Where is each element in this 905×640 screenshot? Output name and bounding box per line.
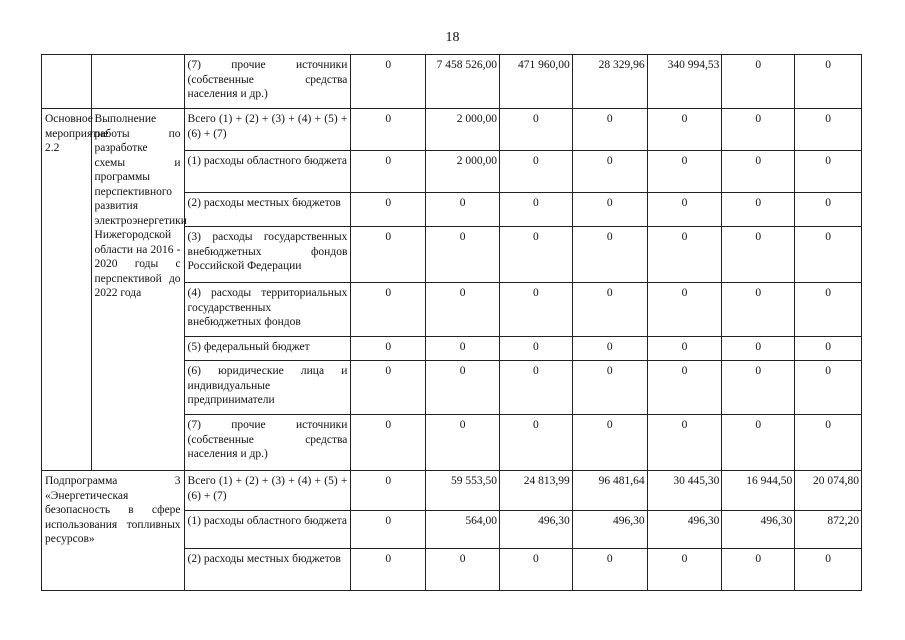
value-cell: 0 — [722, 55, 795, 109]
value-cell: 0 — [426, 549, 500, 591]
value-cell: 0 — [426, 415, 500, 471]
value-cell: 0 — [499, 283, 572, 337]
table-row — [42, 55, 862, 109]
value-cell: 30 445,30 — [647, 471, 722, 511]
value-cell: 0 — [499, 109, 572, 151]
value-cell: 0 — [572, 227, 647, 283]
value-cell: 496,30 — [647, 511, 722, 549]
value-cell: 28 329,96 — [572, 55, 647, 109]
value-cell: 0 — [426, 361, 500, 415]
value-cell: 0 — [351, 109, 426, 151]
value-cell: 0 — [499, 361, 572, 415]
value-cell: 7 458 526,00 — [426, 55, 500, 109]
row-label: (2) расходы местных бюджетов — [184, 193, 351, 227]
value-cell: 0 — [795, 549, 862, 591]
value-cell: 0 — [795, 227, 862, 283]
subprogram-title: Подпрограмма 3 «Энергетическая безопасность в сфере использования топливных ресурсов» — [42, 471, 185, 591]
value-cell: 0 — [647, 151, 722, 193]
value-cell: 0 — [647, 415, 722, 471]
row-label: (5) федеральный бюджет — [184, 337, 351, 361]
value-cell: 0 — [647, 361, 722, 415]
row-label: (1) расходы областного бюджета — [184, 511, 351, 549]
table-row — [42, 109, 862, 151]
value-cell: 0 — [795, 415, 862, 471]
row-label: Всего (1) + (2) + (3) + (4) + (5) + (6) + (7) — [184, 109, 351, 151]
value-cell: 0 — [795, 283, 862, 337]
value-cell: 2 000,00 — [426, 151, 500, 193]
row-label: (1) расходы областного бюджета — [184, 151, 351, 193]
value-cell: 0 — [351, 193, 426, 227]
value-cell: 496,30 — [572, 511, 647, 549]
value-cell: 0 — [572, 193, 647, 227]
value-cell: 0 — [722, 193, 795, 227]
value-cell: 0 — [647, 549, 722, 591]
value-cell: 0 — [499, 151, 572, 193]
row-label: (6) юридические лица и индивидуальные предприниматели — [184, 361, 351, 415]
value-cell: 96 481,64 — [572, 471, 647, 511]
value-cell: 0 — [722, 109, 795, 151]
page-number: 18 — [445, 30, 460, 45]
value-cell: 0 — [647, 227, 722, 283]
value-cell: 0 — [572, 361, 647, 415]
value-cell: 0 — [722, 337, 795, 361]
value-cell: 0 — [351, 283, 426, 337]
value-cell: 496,30 — [499, 511, 572, 549]
value-cell: 340 994,53 — [647, 55, 722, 109]
value-cell: 0 — [647, 337, 722, 361]
value-cell: 0 — [351, 361, 426, 415]
value-cell: 872,20 — [795, 511, 862, 549]
value-cell: 0 — [351, 415, 426, 471]
value-cell: 2 000,00 — [426, 109, 500, 151]
value-cell: 0 — [499, 415, 572, 471]
value-cell: 0 — [722, 151, 795, 193]
value-cell: 0 — [722, 361, 795, 415]
value-cell: 0 — [351, 227, 426, 283]
funding-table — [41, 54, 862, 591]
value-cell: 0 — [722, 415, 795, 471]
value-cell: 0 — [795, 55, 862, 109]
value-cell: 0 — [795, 193, 862, 227]
value-cell: 0 — [572, 415, 647, 471]
value-cell: 0 — [426, 337, 500, 361]
value-cell: 0 — [351, 511, 426, 549]
value-cell: 0 — [351, 549, 426, 591]
value-cell: 0 — [795, 151, 862, 193]
value-cell: 0 — [499, 549, 572, 591]
value-cell: 0 — [426, 193, 500, 227]
activity-code: Основное мероприятие 2.2 — [42, 109, 92, 471]
value-cell: 0 — [351, 55, 426, 109]
table-row — [42, 471, 862, 511]
value-cell: 0 — [351, 151, 426, 193]
value-cell: 0 — [722, 227, 795, 283]
row-label: (4) расходы территориальных государственных внебюджетных фондов — [184, 283, 351, 337]
value-cell: 0 — [795, 109, 862, 151]
value-cell: 0 — [351, 471, 426, 511]
empty-cell — [91, 55, 184, 109]
value-cell: 24 813,99 — [499, 471, 572, 511]
value-cell: 0 — [572, 283, 647, 337]
value-cell: 0 — [572, 337, 647, 361]
value-cell: 0 — [426, 283, 500, 337]
row-label: (3) расходы государственных внебюджетных фондов Российской Федерации — [184, 227, 351, 283]
value-cell: 20 074,80 — [795, 471, 862, 511]
empty-cell — [42, 55, 92, 109]
value-cell: 564,00 — [426, 511, 500, 549]
value-cell: 471 960,00 — [499, 55, 572, 109]
value-cell: 0 — [572, 151, 647, 193]
value-cell: 0 — [572, 109, 647, 151]
value-cell: 0 — [795, 361, 862, 415]
value-cell: 59 553,50 — [426, 471, 500, 511]
value-cell: 0 — [499, 337, 572, 361]
activity-description: Выполнение работы по разработке схемы и программы перспективного развития электроэнергетики Нижегородской области на 2016 - 2020 годы с перспективой до 2022 года — [91, 109, 184, 471]
value-cell: 0 — [647, 283, 722, 337]
value-cell: 0 — [647, 109, 722, 151]
value-cell: 0 — [499, 193, 572, 227]
row-label: (2) расходы местных бюджетов — [184, 549, 351, 591]
row-label: (7) прочие источники (собственные средства населения и др.) — [184, 55, 351, 109]
value-cell: 0 — [722, 283, 795, 337]
value-cell: 0 — [572, 549, 647, 591]
value-cell: 0 — [499, 227, 572, 283]
value-cell: 496,30 — [722, 511, 795, 549]
value-cell: 0 — [795, 337, 862, 361]
value-cell: 0 — [722, 549, 795, 591]
row-label: Всего (1) + (2) + (3) + (4) + (5) + (6) + (7) — [184, 471, 351, 511]
value-cell: 0 — [351, 337, 426, 361]
value-cell: 0 — [647, 193, 722, 227]
value-cell: 16 944,50 — [722, 471, 795, 511]
row-label: (7) прочие источники (собственные средства населения и др.) — [184, 415, 351, 471]
value-cell: 0 — [426, 227, 500, 283]
